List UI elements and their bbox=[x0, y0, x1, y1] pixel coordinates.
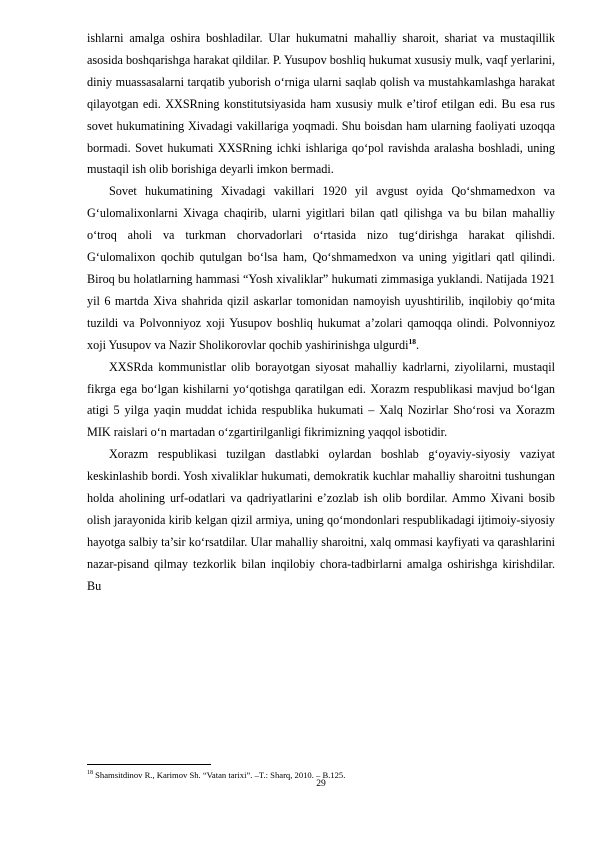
paragraph-4: Xorazm respublikasi tuzilgan dastlabki oylardan boshlab g‘oyaviy-siyosiy vaziyat keskinlashib bordi. Yosh xivaliklar hukumati, demokratik kuchlar mahalliy sharoitni tushungan holda aholining urf-odatlari va qadriyatlarini e’zozlab ish olib bordilar. Ammo Xivani bosib olish jarayonida kirib kelgan qizil armiya, uning qo‘mondonlari respublikadagi ijtimoiy-siyosiy hayotga salbiy ta’sir ko‘rsatdilar. Ular mahalliy sharoitni, xalq ommasi kayfiyati va qarashlarini nazar-pisand qilmay tezkorlik bilan inqilobiy chora-tadbirlarni amalga oshirishga kirishdilar. Bu bbox=[87, 447, 555, 593]
paragraph-2: Sovet hukumatining Xivadagi vakillari 1920 yil avgust oyida Qo‘shmamedxon va G‘ulomalixonlarni Xivaga chaqirib, ularni yigitlari bilan qatl qilishga va bu bilan mahalliy o‘troq aholi va turkman chorvadorlari o‘rtasida nizo tug‘dirishga harakat qilishdi. G‘ulomalixon qochib qutulgan bo‘lsa ham, Qo‘shmamedxon va uning yigitlari qatl qilindi. Biroq bu holatlarning hammasi “Yosh xivaliklar” hukumati zimmasiga yuklandi. Natijada 1921 yil 6 martda Xiva shahrida qizil askarlar tomonidan namoyish uyushtirilib, inqilobiy qo‘mita tuzildi va Polvonniyoz xoji Yusupov boshliq hukumat a’zolari qamoqqa olindi. Polvonniyoz xoji Yusupov va Nazir Sholikorovlar qochib yashirinishga ulgurdi$^{18}$. bbox=[87, 184, 555, 352]
footnote-text: Shamsitdinov R., Karimov Sh. “Vatan tarixi”. –T.: Sharq, 2010. – B.125. bbox=[93, 769, 346, 780]
footnote-separator bbox=[87, 764, 211, 765]
page-number: 29 bbox=[316, 778, 326, 789]
footnote-number: 18 bbox=[87, 770, 93, 776]
paragraph-2-text: Sovet hukumatining Xivadagi vakillari 1920 yil avgust oyida Qo‘shmamedxon va G‘ulomalixonlarni Xivaga chaqirib, ularni yigitlari bilan qatl qilishga va bu bilan mahalliy o‘troq aholi va turkman chorvadorlari o‘rtasida nizo tug‘dirishga harakat qilishdi. G‘ulomalixon qochib qutulgan bo‘lsa ham, Qo‘shmamedxon va uning yigitlari qatl qilindi. Biroq bu holatlarning hammasi “Yosh xivaliklar” hukumati zimmasiga yuklandi. Natijada 1921 yil 6 martda Xiva shahrida qizil askarlar tomonidan namoyish uyushtirilib, inqilobiy qo‘mita tuzildi va Polvonniyoz xoji Yusupov boshliq hukumat a’zolari qamoqqa olindi. Polvonniyoz xoji Yusupov va Nazir Sholikorovlar qochib yashirinishga ulgurdi bbox=[87, 184, 555, 352]
paragraph-1: ishlarni amalga oshira boshladilar. Ular hukumatni mahalliy sharoit, shariat va mustaqillik asosida boshqarishga harakat qildilar. P. Yusupov boshliq hukumat xususiy mulk, vaqf yerlarini, diniy muassasalarni tarqatib yuborish o‘rniga ularni saqlab qolish va mustahkamlashga harakat qilayotgan edi. XXSRning konstitutsiyasida ham xususiy mulk e’tirof etilgan edi. Bu esa rus sovet hukumatining Xivadagi vakillariga yoqmadi. Shu boisdan ham ularning faoliyati uzoqqa bormadi. Sovet hukumati XXSRning ichki ishlariga qo‘pol ravishda aralasha boshladi, uning mustaqil ish olib borishiga deyarli imkon bermadi. bbox=[87, 31, 555, 177]
footnote-reference[interactable]: 18 bbox=[408, 336, 416, 346]
paragraph-3: XXSRda kommunistlar olib borayotgan siyosat mahalliy kadrlarni, ziyolilarni, mustaqil fikrga ega bo‘lgan kishilarni yo‘qotishga qaratilgan edi. Xorazm respublikasi mavjud bo‘lgan atigi 5 yilga yaqin muddat ichida respublika hukumati – Xalq Nozirlar Sho‘rosi va Xorazm MIK raislari o‘n martadan o‘zgartirilganligi fikrimizning yaqqol isbotidir. bbox=[87, 359, 555, 440]
body-text bbox=[87, 28, 555, 598]
